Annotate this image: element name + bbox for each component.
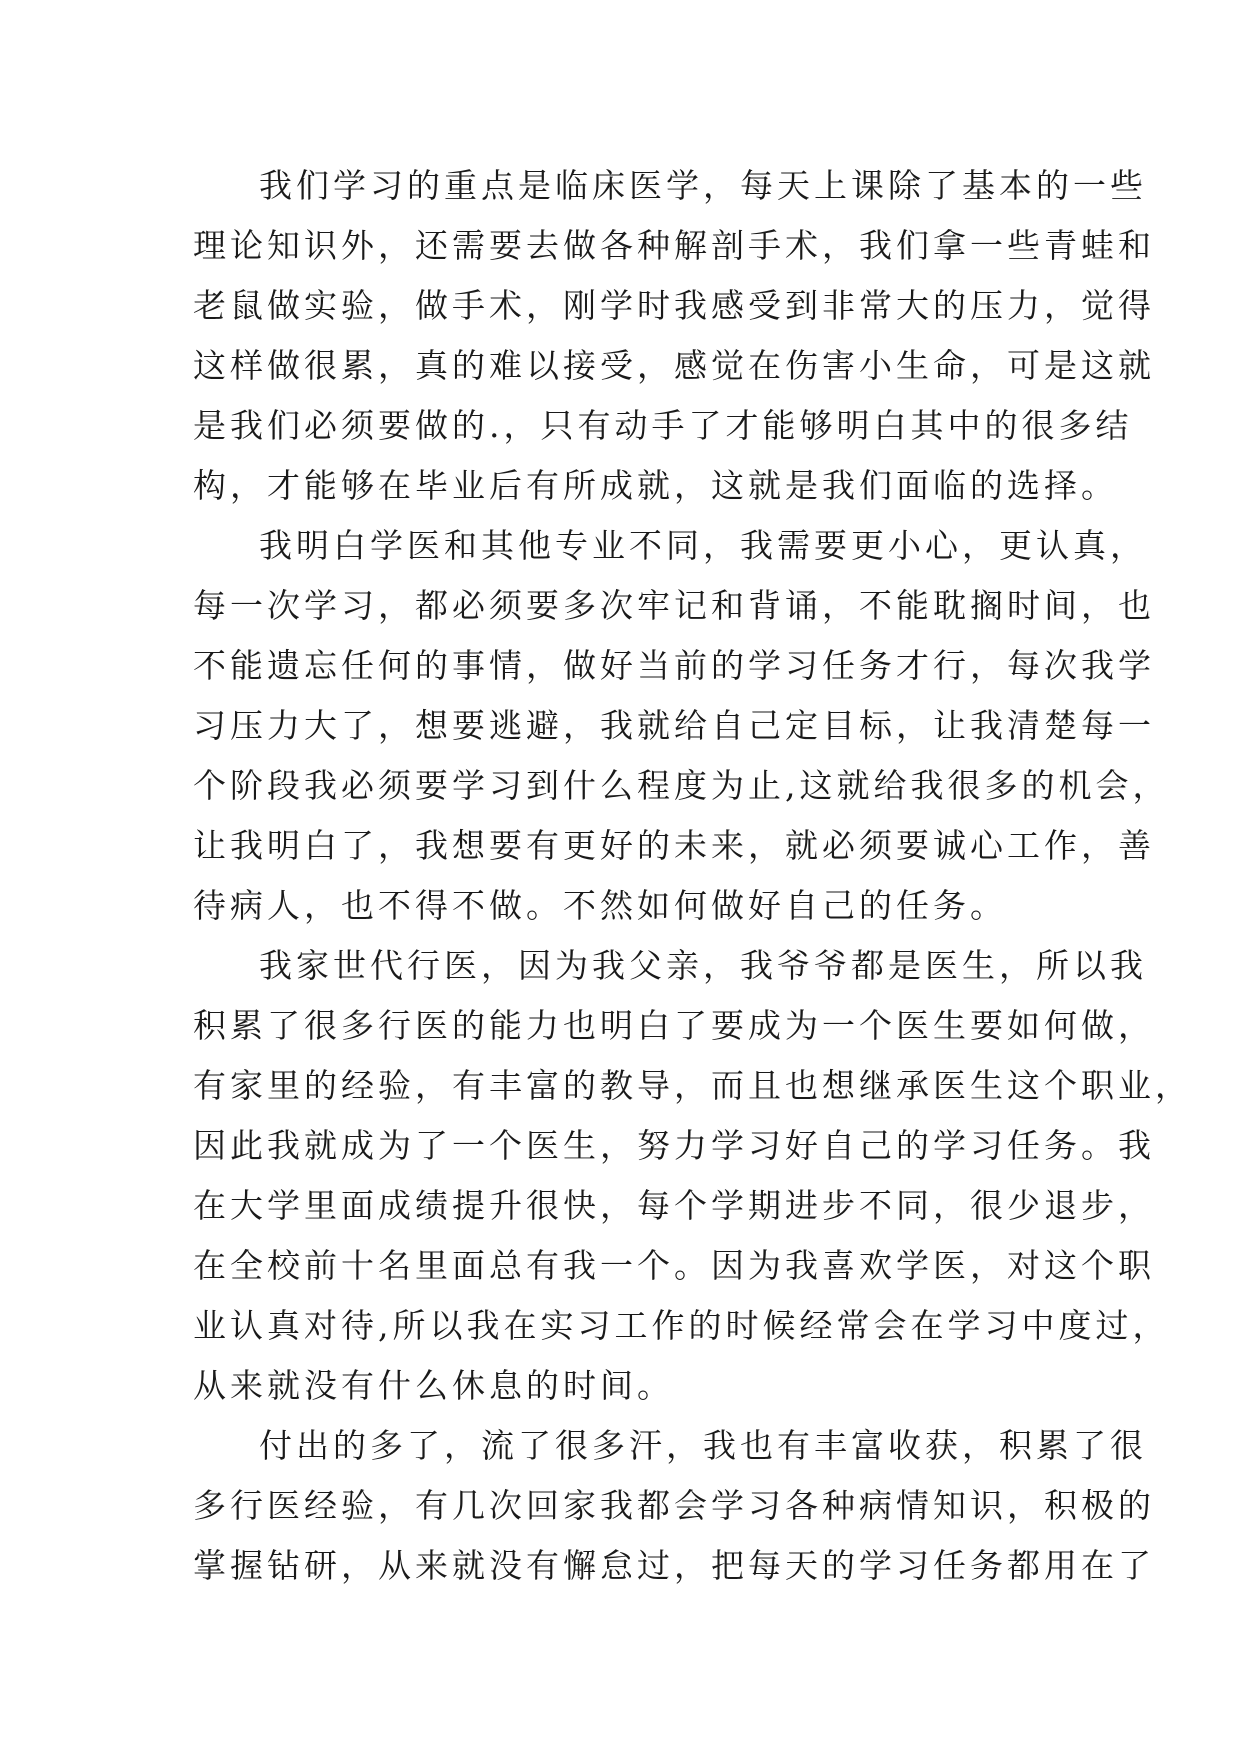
text-line: 积累了很多行医的能力也明白了要成为一个医生要如何做， (193, 1006, 1155, 1045)
text-line: 个阶段我必须要学习到什么程度为止,这就给我很多的机会， (193, 766, 1170, 805)
text-line: 每一次学习，都必须要多次牢记和背诵，不能耽搁时间，也 (193, 586, 1155, 625)
text-line: 在全校前十名里面总有我一个。因为我喜欢学医，对这个职 (193, 1246, 1155, 1285)
text-line: 我们学习的重点是临床医学，每天上课除了基本的一些 (259, 166, 1147, 205)
document-body (193, 156, 1192, 1596)
text-line: 不能遗忘任何的事情，做好当前的学习任务才行，每次我学 (193, 646, 1155, 685)
text-line: 业认真对待,所以我在实习工作的时候经常会在学习中度过， (193, 1306, 1170, 1345)
text-line: 是我们必须要做的.，只有动手了才能够明白其中的很多结 (193, 406, 1133, 445)
text-line: 因此我就成为了一个医生，努力学习好自己的学习任务。我 (193, 1126, 1155, 1165)
text-line: 老鼠做实验，做手术，刚学时我感受到非常大的压力，觉得 (193, 286, 1155, 325)
text-line: 我明白学医和其他专业不同，我需要更小心，更认真， (259, 526, 1147, 565)
paragraph-1 (193, 156, 1155, 516)
paragraph-3 (193, 936, 1192, 1416)
text-line: 理论知识外，还需要去做各种解剖手术，我们拿一些青蛙和 (193, 226, 1155, 265)
text-line: 在大学里面成绩提升很快，每个学期进步不同，很少退步， (193, 1186, 1155, 1225)
text-line: 待病人，也不得不做。不然如何做好自己的任务。 (193, 886, 1007, 925)
paragraph-4 (193, 1416, 1155, 1596)
text-line: 有家里的经验，有丰富的教导，而且也想继承医生这个职业， (193, 1066, 1192, 1105)
text-line: 让我明白了，我想要有更好的未来，就必须要诚心工作，善 (193, 826, 1155, 865)
text-line: 付出的多了，流了很多汗，我也有丰富收获，积累了很 (259, 1426, 1147, 1465)
text-line: 从来就没有什么休息的时间。 (193, 1366, 674, 1405)
text-line: 这样做很累，真的难以接受，感觉在伤害小生命，可是这就 (193, 346, 1155, 385)
text-line: 习压力大了，想要逃避，我就给自己定目标，让我清楚每一 (193, 706, 1155, 745)
text-line: 多行医经验，有几次回家我都会学习各种病情知识，积极的 (193, 1486, 1155, 1525)
text-line: 构，才能够在毕业后有所成就，这就是我们面临的选择。 (193, 466, 1118, 505)
paragraph-2 (193, 516, 1170, 936)
text-line: 我家世代行医，因为我父亲，我爷爷都是医生，所以我 (259, 946, 1147, 985)
text-line: 掌握钻研，从来就没有懈怠过，把每天的学习任务都用在了 (193, 1546, 1155, 1585)
